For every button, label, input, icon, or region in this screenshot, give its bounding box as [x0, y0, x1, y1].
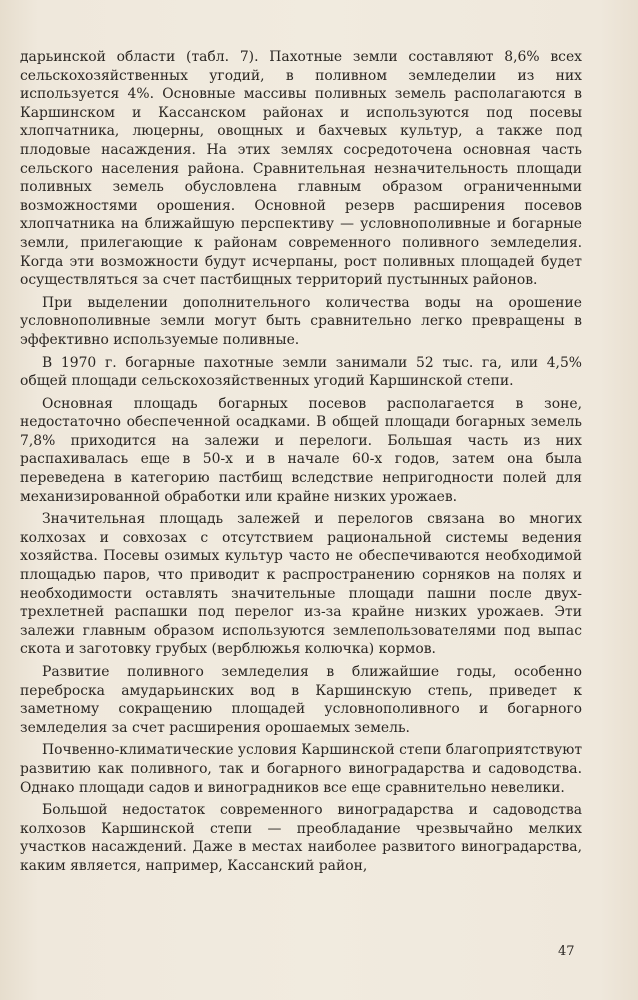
paragraph-1: дарьинской области (табл. 7). Пахотные земли составляют 8,6% всех сельскохозяйственных угодий, в поливном земледелии из них используется 4%. Основные массивы поливных земель располагаются в Каршинском и Кассанском районах и используются под посевы хлопчатника, люцерны, овощных и бахчевых культур, а также под плодовые насаждения. На этих землях сосредоточена основная часть сельского населения района. Сравнительная незначительность площади поливных земель обусловлена главным образом ограниченными возможностями орошения. Основной резерв расширения посевов хлопчатника на ближайшую перспективу — условнополивные и богарные земли, прилегающие к районам современного поливного земледелия. Когда эти возможности будут исчерпаны, рост поливных площадей будет осуществляться за счет пастбищных территорий пустынных районов. [20, 49, 582, 289]
page-number: 47 [558, 944, 575, 959]
paragraph-5: Значительная площадь залежей и перелогов связана во многих колхозах и совхозах с отсутствием рациональной системы ведения хозяйства. Посевы озимых культур часто не обеспечиваются необходимой площадью паров, что приводит к распространению сорняков на полях и необходимости оставлять значительные площади пашни после двух-трехлетней распашки под перелог из-за крайне низких урожаев. Эти залежи главным образом используются землепользователями под выпас скота и заготовку грубых (верблюжья колючка) кормов. [20, 511, 582, 658]
paragraph-7: Почвенно-климатические условия Каршинской степи благоприятствуют развитию как поливного, так и богарного виноградарства и садоводства. Однако площади садов и виноградников все еще сравнительно невелики. [20, 742, 582, 796]
paragraph-3: В 1970 г. богарные пахотные земли занимали 52 тыс. га, или 4,5% общей площади сельскохозяйственных угодий Каршинской степи. [20, 354, 582, 390]
body-text [20, 48, 582, 880]
paragraph-2: При выделении дополнительного количества воды на орошение условнополивные земли могут быть сравнительно легко превращены в эффективно используемые поливные. [20, 294, 582, 348]
paragraph-6: Развитие поливного земледелия в ближайшие годы, особенно переброска амударьинских вод в Каршинскую степь, приведет к заметному сокращению площадей условнополивного и богарного земледелия за счет расширения орошаемых земель. [20, 664, 582, 736]
paragraph-8: Большой недостаток современного виноградарства и садоводства колхозов Каршинской степи — преобладание чрезвычайно мелких участков насаждений. Даже в местах наиболее развитого виноградарства, каким является, например, Кассанский район, [20, 802, 582, 874]
paragraph-4: Основная площадь богарных посевов располагается в зоне, недостаточно обеспеченной осадками. В общей площади богарных земель 7,8% приходится на залежи и перелоги. Большая часть из них распахивалась еще в 50-х и в начале 60-х годов, затем она была переведена в категорию пастбищ вследствие непригодности полей для механизированной обработки или крайне низких урожаев. [20, 395, 582, 505]
